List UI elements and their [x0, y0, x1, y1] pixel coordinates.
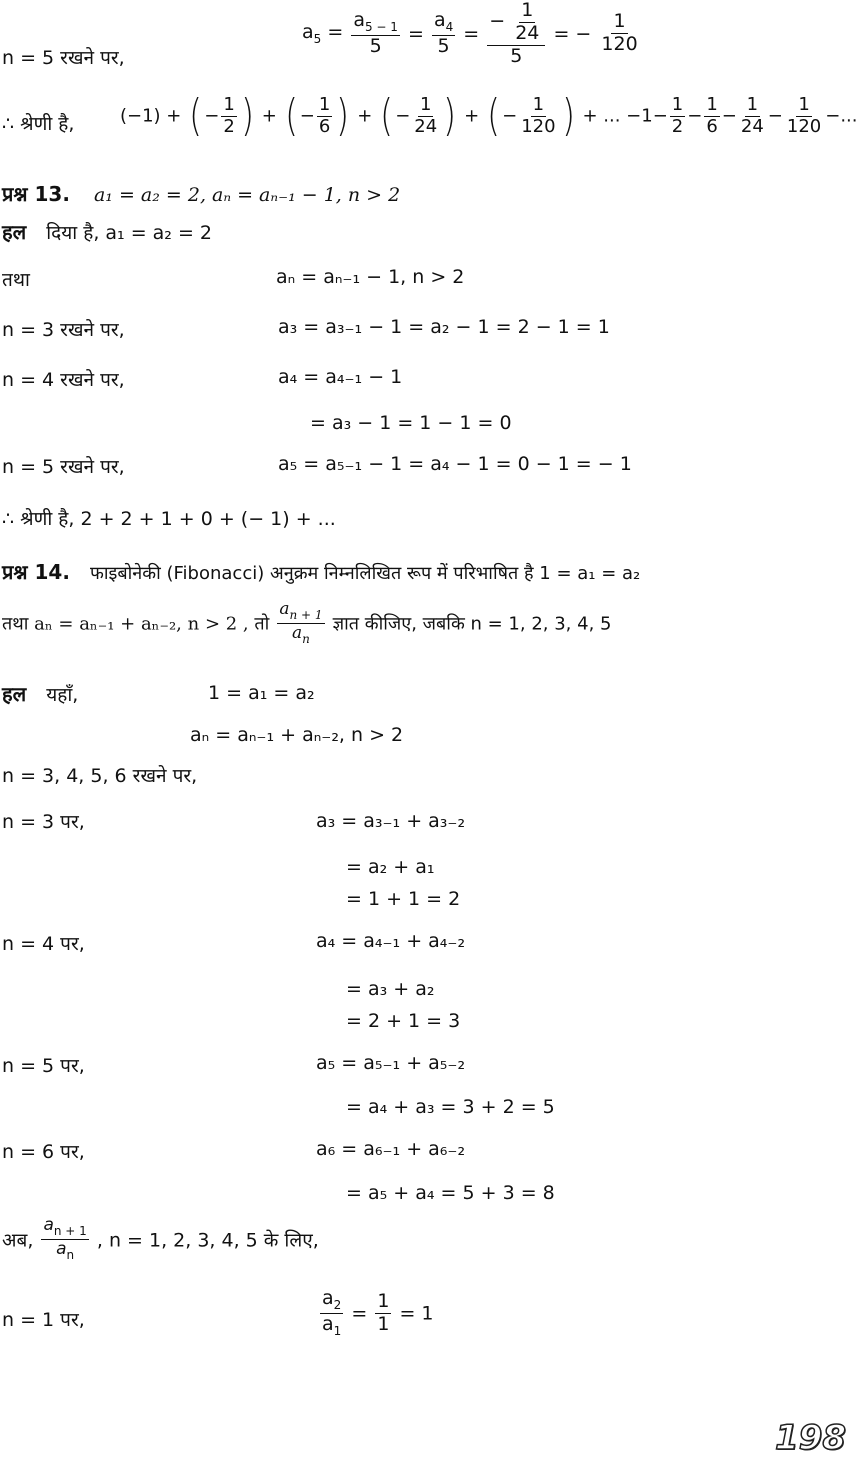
- series-expression: (−1) + ( − $\frac{1}{2}$ ) + ( − $\frac{1}{6}$ ) + ( − $\frac{1}{24}$ ) + ( − $\frac{1}{120}$ ) + ... −1− $\frac{1}{2}$ − $\frac{1}{6}$ − $\frac{1}{24}$ − $\frac{1}{120}$ −...: [120, 90, 858, 141]
- q13-n3-label: n = 3 रखने पर,: [2, 319, 125, 341]
- q14-n5-e2: = a₄ + a₃ = 3 + 2 = 5: [346, 1096, 555, 1118]
- q13-n4-eq2: = a₃ − 1 = 1 − 1 = 0: [310, 412, 512, 434]
- q14-n4-e3: = 2 + 1 = 3: [346, 1010, 461, 1032]
- q14-heading: प्रश्न 14. फाइबोनेकी (Fibonacci) अनुक्रम निम्नलिखित रूप में परिभाषित है 1 = a₁ = a₂: [2, 560, 641, 584]
- q14-n3-e3: = 1 + 1 = 2: [346, 888, 461, 910]
- q14-statement-2: तथा aₙ = aₙ₋₁ + aₙ₋₂, n > 2 , तो $\frac{a_{n + 1}}{a_n}$ ज्ञात कीजिए, जबकि n = 1, 2, 3, 4, 5: [2, 599, 612, 646]
- q13-rule: aₙ = aₙ₋₁ − 1, n > 2: [276, 266, 465, 288]
- a5-equation: $a_5$ = $\frac{a_{5 - 1}}{5}$ = $\frac{a_4}{5}$ = − $\frac{1}{24}$ 5 = − $\frac{1}{120}$: [302, 0, 638, 67]
- q14-hal: हल यहाँ,: [2, 682, 79, 706]
- q13-given: हल दिया है, a₁ = a₂ = 2: [2, 220, 212, 244]
- q14-n6-e1: a₆ = a₆₋₁ + a₆₋₂: [316, 1138, 466, 1160]
- q14-n4-label: n = 4 पर,: [2, 933, 85, 955]
- q13-n5-label: n = 5 रखने पर,: [2, 456, 125, 478]
- q14-n5-e1: a₅ = a₅₋₁ + a₅₋₂: [316, 1052, 466, 1074]
- q14-eq2: aₙ = aₙ₋₁ + aₙ₋₂, n > 2: [190, 724, 404, 746]
- q14-n3-label: n = 3 पर,: [2, 811, 85, 833]
- q13-n3-eq: a₃ = a₃₋₁ − 1 = a₂ − 1 = 2 − 1 = 1: [278, 316, 610, 338]
- q14-n6-label: n = 6 पर,: [2, 1141, 85, 1163]
- q13-heading: प्रश्न 13. a₁ = a₂ = 2, aₙ = aₙ₋₁ − 1, n > 2: [2, 182, 401, 206]
- q14-eq1: 1 = a₁ = a₂: [208, 682, 315, 704]
- page-number: 198: [775, 1418, 846, 1458]
- q13-n5-eq: a₅ = a₅₋₁ − 1 = a₄ − 1 = 0 − 1 = − 1: [278, 453, 632, 475]
- q14-n3-e1: a₃ = a₃₋₁ + a₃₋₂: [316, 810, 466, 832]
- q14-n3-e2: = a₂ + a₁: [346, 856, 435, 878]
- q14-n5-label: n = 5 पर,: [2, 1055, 85, 1077]
- q14-n4-e2: = a₃ + a₂: [346, 978, 435, 1000]
- q14-n4-e1: a₄ = a₄₋₁ + a₄₋₂: [316, 930, 466, 952]
- q14-put: n = 3, 4, 5, 6 रखने पर,: [2, 765, 198, 787]
- q14-n6-e2: = a₅ + a₄ = 5 + 3 = 8: [346, 1182, 555, 1204]
- q13-series: ∴ श्रेणी है, 2 + 2 + 1 + 0 + (− 1) + ...: [2, 508, 336, 530]
- series-label: ∴ श्रेणी है,: [2, 113, 75, 135]
- q13-tatha: तथा: [2, 269, 30, 291]
- q13-n4-label: n = 4 रखने पर,: [2, 369, 125, 391]
- q13-n4-eq1: a₄ = a₄₋₁ − 1: [278, 366, 403, 388]
- q14-n1-label: n = 1 पर,: [2, 1309, 85, 1331]
- put-n5-label: n = 5 रखने पर,: [2, 47, 125, 69]
- q14-ab-line: अब, $\frac{a_{n + 1}}{a_n}$ , n = 1, 2, 3, 4, 5 के लिए,: [2, 1215, 319, 1262]
- q14-n1-eq: $\frac{a_2}{a_1}$ = $\frac{1}{1}$ = 1: [322, 1287, 434, 1338]
